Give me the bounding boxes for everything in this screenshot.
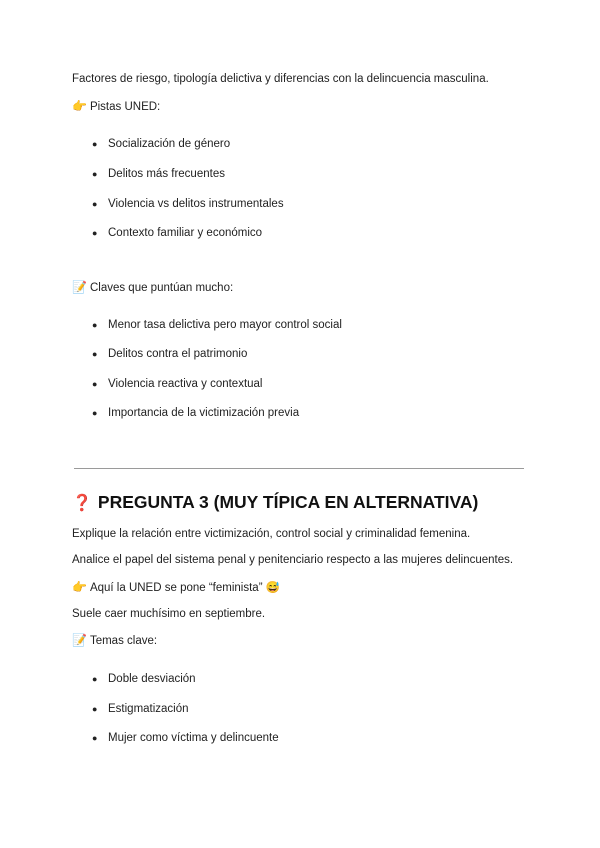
list-item: ● Delitos más frecuentes [92, 168, 225, 180]
list-item: ● Menor tasa delictiva pero mayor control social [92, 319, 342, 331]
list-item: ● Delitos contra el patrimonio [92, 348, 248, 360]
temas-heading: 📝 Temas clave: [72, 633, 158, 647]
question-title: ❓ PREGUNTA 3 (MUY TÍPICA EN ALTERNATIVA) [72, 492, 479, 512]
memo-icon: 📝 [72, 633, 87, 647]
list-item: ● Importancia de la victimización previa [92, 407, 300, 419]
divider [74, 468, 524, 469]
list-item: ● Contexto familiar y económico [92, 227, 263, 239]
list-item: ● Socialización de género [92, 138, 231, 150]
list-item: ● Violencia reactiva y contextual [92, 378, 263, 390]
list-item: ● Doble desviación [92, 673, 196, 685]
list-item: ● Violencia vs delitos instrumentales [92, 198, 284, 210]
question-mark-icon: ❓ [72, 495, 92, 512]
list-item: ● Mujer como víctima y delincuente [92, 732, 279, 744]
pistas-heading [72, 99, 160, 114]
claves-heading [72, 280, 233, 295]
claves-label: Claves que puntúan mucho: [89, 282, 234, 294]
intro-line: Factores de riesgo, tipología delictiva y diferencias con la delincuencia masculina. [72, 73, 489, 85]
pistas-label: Pistas UNED: [89, 101, 161, 113]
question-line-2: Analice el papel del sistema penal y penitenciario respecto a las mujeres delincuentes. [72, 554, 514, 566]
frequency-note: Suele caer muchísimo en septiembre. [72, 608, 266, 620]
pointing-hand-icon: 👉 [72, 580, 87, 594]
list-item: ● Estigmatización [92, 703, 189, 715]
question-line-1: Explique la relación entre victimización, control social y criminalidad femenina. [72, 528, 471, 540]
pointing-hand-icon: 👉 [72, 99, 87, 113]
feminist-note: 👉 Aquí la UNED se pone “feminista” 😅 [72, 580, 281, 594]
memo-icon: 📝 [72, 280, 87, 294]
